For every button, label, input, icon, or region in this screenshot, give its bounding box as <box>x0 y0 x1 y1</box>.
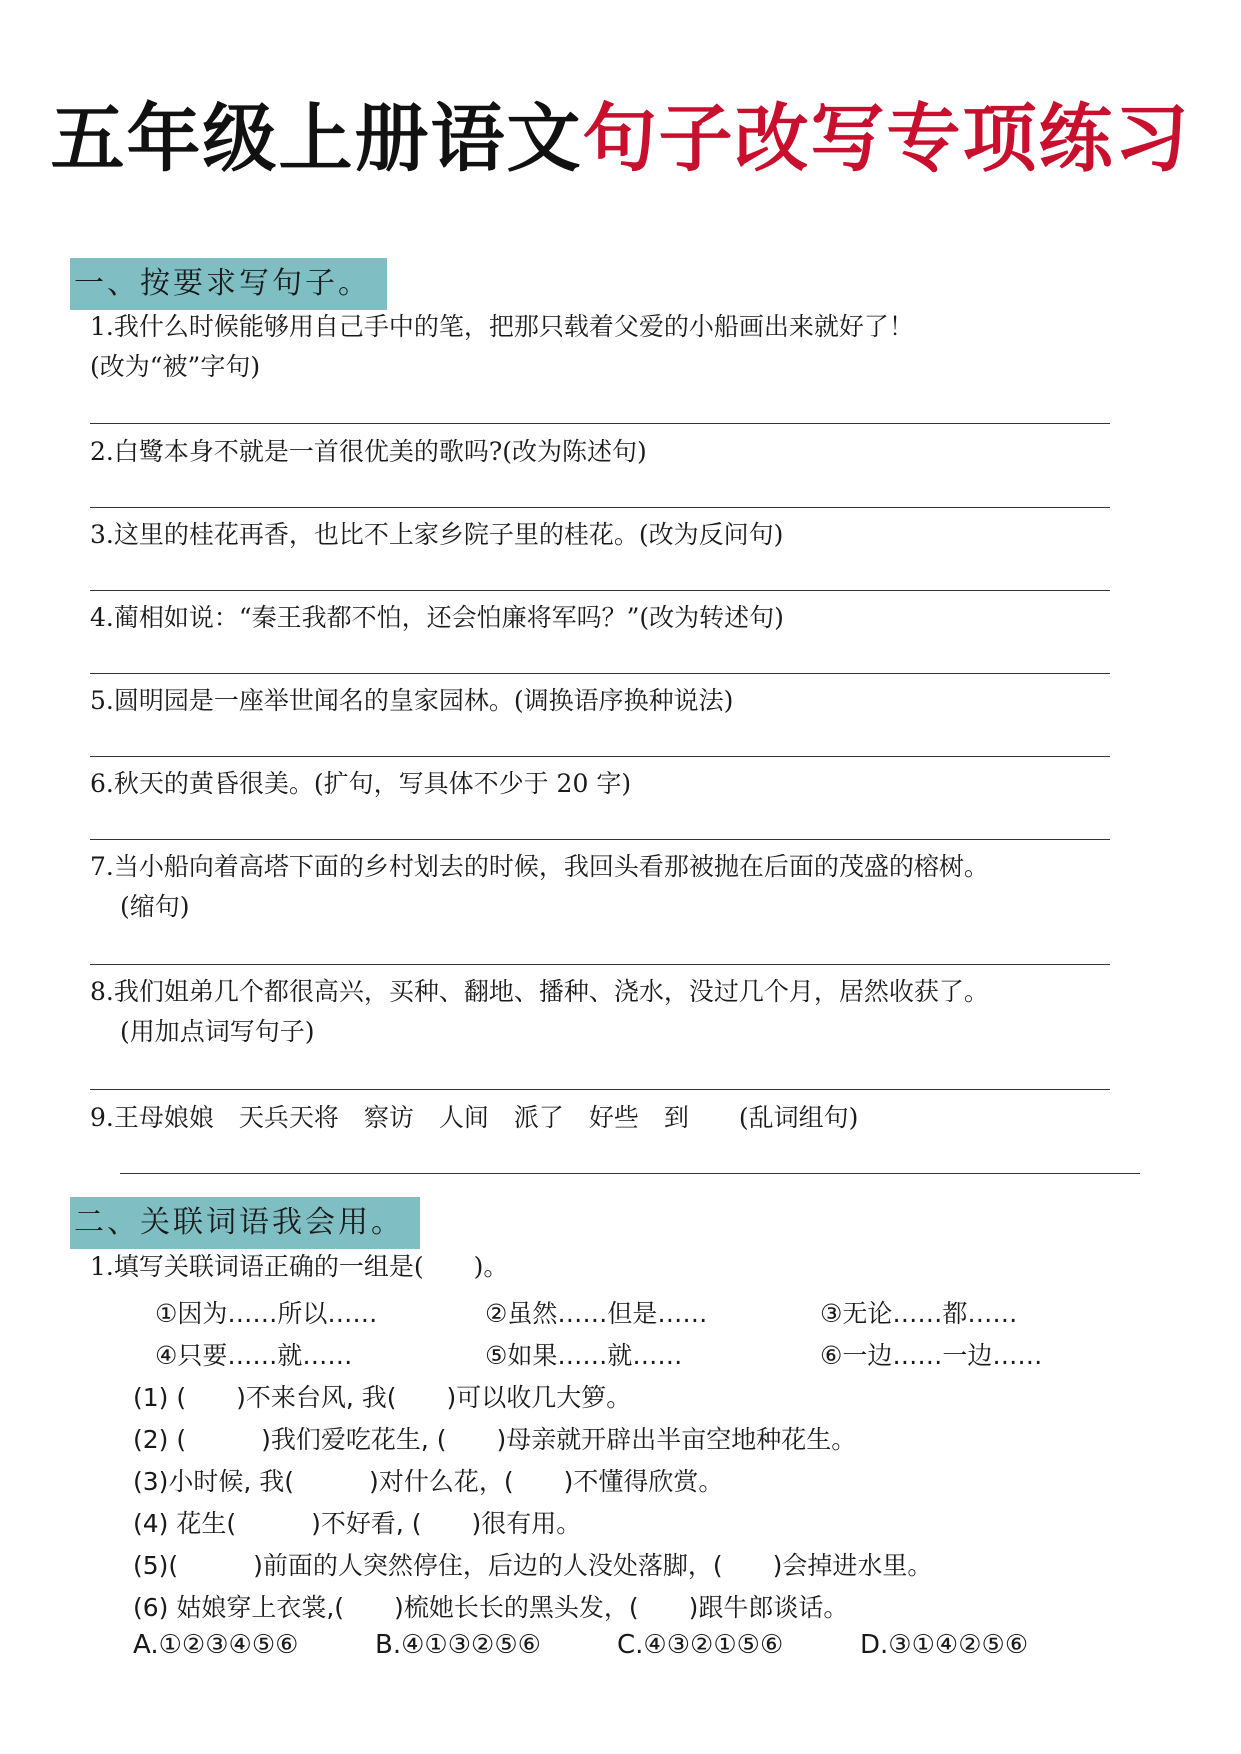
answer-line-6[interactable] <box>90 839 1110 840</box>
section2-question: 1.填写关联词语正确的一组是( )。 <box>90 1252 509 1281</box>
title-black: 五年级上册语文 <box>50 96 583 182</box>
question-7: 7.当小船向着高塔下面的乡村划去的时候，我回头看那被抛在后面的茂盛的榕树。 <box>90 852 989 881</box>
option-4: ④只要……就…… <box>155 1341 353 1370</box>
answer-line-7[interactable] <box>90 964 1110 965</box>
fill-sentence-3: (3)小时候, 我( )对什么花，( )不懂得欣赏。 <box>133 1467 724 1496</box>
question-8: 8.我们姐弟几个都很高兴，买种、翻地、播种、浇水，没过几个月，居然收获了。 <box>90 977 989 1006</box>
answer-line-9[interactable] <box>120 1173 1140 1174</box>
question-9: 9.王母娘娘 天兵天将 察访 人间 派了 好些 到 (乱词组句) <box>90 1103 859 1132</box>
option-6: ⑥一边……一边…… <box>820 1341 1043 1370</box>
fill-sentence-1: (1) ( )不来台风, 我( )可以收几大箩。 <box>133 1383 632 1412</box>
choice-a[interactable]: A.①②③④⑤⑥ <box>133 1630 299 1660</box>
title-red: 句子改写专项练习 <box>582 96 1191 182</box>
fill-sentence-4: (4) 花生( )不好看, ( )很有用。 <box>133 1509 582 1538</box>
answer-line-3[interactable] <box>90 590 1110 591</box>
answer-line-4[interactable] <box>90 673 1110 674</box>
question-6: 6.秋天的黄昏很美。(扩句，写具体不少于 20 字) <box>90 769 632 798</box>
option-5: ⑤如果……就…… <box>485 1341 683 1370</box>
question-2: 2.白鹭本身不就是一首很优美的歌吗?(改为陈述句) <box>90 437 647 466</box>
choice-d[interactable]: D.③①④②⑤⑥ <box>860 1630 1029 1660</box>
fill-sentence-5: (5)( )前面的人突然停住，后边的人没处落脚，( )会掉进水里。 <box>133 1551 933 1580</box>
question-1-instruction: (改为“被”字句) <box>90 352 261 381</box>
question-5: 5.圆明园是一座举世闻名的皇家园林。(调换语序换种说法) <box>90 686 734 715</box>
question-1: 1.我什么时候能够用自己手中的笔，把那只载着父爱的小船画出来就好了！ <box>90 312 914 341</box>
option-1: ①因为……所以…… <box>155 1299 378 1328</box>
fill-sentence-6: (6) 姑娘穿上衣裳,( )梳她长长的黑头发，( )跟牛郎谈话。 <box>133 1593 849 1622</box>
question-7-instruction: (缩句) <box>120 892 190 921</box>
question-3: 3.这里的桂花再香，也比不上家乡院子里的桂花。(改为反问句) <box>90 520 784 549</box>
answer-line-2[interactable] <box>90 507 1110 508</box>
answer-line-5[interactable] <box>90 756 1110 757</box>
option-3: ③无论……都…… <box>820 1299 1018 1328</box>
question-8-instruction: (用加点词写句子) <box>120 1017 315 1046</box>
question-4: 4.蔺相如说：“秦王我都不怕，还会怕廉将军吗？”(改为转述句) <box>90 603 784 632</box>
section1-heading: 一、按要求写句子。 <box>70 258 387 310</box>
choice-c[interactable]: C.④③②①⑤⑥ <box>617 1630 784 1660</box>
answer-line-1[interactable] <box>90 423 1110 424</box>
fill-sentence-2: (2) ( )我们爱吃花生, ( )母亲就开辟出半亩空地种花生。 <box>133 1425 857 1454</box>
choice-b[interactable]: B.④①③②⑤⑥ <box>375 1630 541 1660</box>
option-2: ②虽然……但是…… <box>485 1299 708 1328</box>
page-title <box>0 80 1241 186</box>
section2-heading: 二、关联词语我会用。 <box>70 1197 420 1249</box>
answer-line-8[interactable] <box>90 1089 1110 1090</box>
